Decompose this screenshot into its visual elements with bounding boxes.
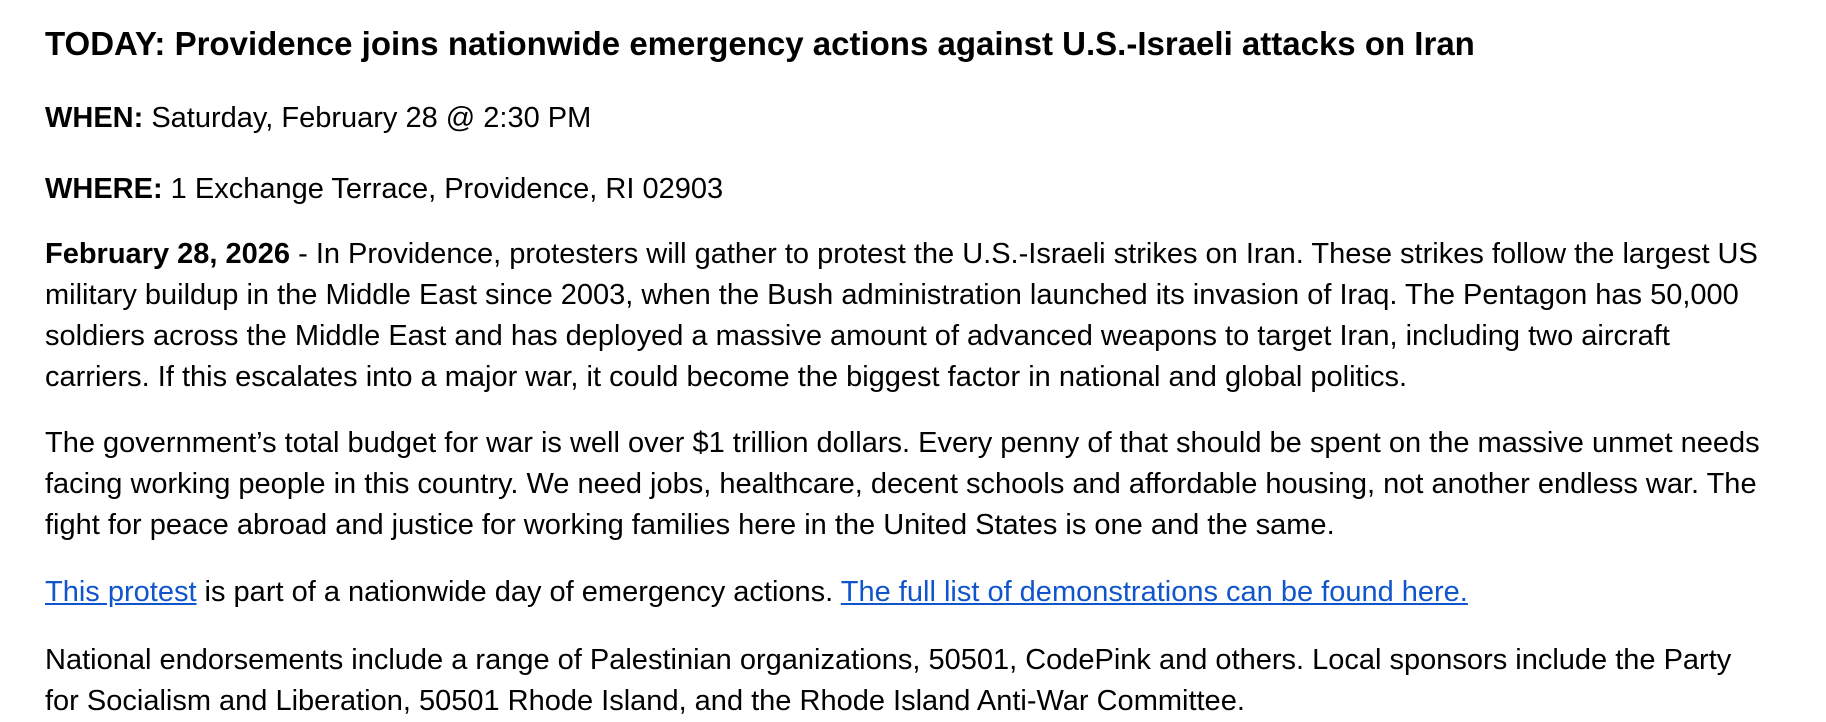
paragraph-line: fight for peace abroad and justice for working families here in the United States is one and the same. [45, 509, 1335, 541]
paragraph-links [45, 572, 1468, 613]
paragraph-intro [45, 234, 1758, 398]
where-line [45, 169, 723, 210]
links-middle-text: is part of a nationwide day of emergency actions. [196, 576, 841, 608]
paragraph-endorsements [45, 640, 1731, 722]
paragraph-line: military buildup in the Middle East since 2003, when the Bush administration launched its invasion of Iraq. The Pentagon has 50,000 [45, 279, 1739, 311]
where-value: 1 Exchange Terrace, Providence, RI 02903 [170, 173, 724, 205]
when-line [45, 98, 591, 139]
where-label: WHERE: [45, 173, 163, 205]
paragraph-line: facing working people in this country. We need jobs, healthcare, decent schools and affordable housing, not another endless war. The [45, 468, 1757, 500]
when-value: Saturday, February 28 @ 2:30 PM [151, 102, 592, 134]
dateline: February 28, 2026 [45, 238, 291, 270]
full-list-link[interactable]: The full list of demonstrations can be found here. [840, 576, 1468, 608]
paragraph-line: The government’s total budget for war is well over $1 trillion dollars. Every penny of that should be spent on the massive unmet needs [45, 427, 1760, 459]
paragraph-budget [45, 423, 1760, 546]
paragraph-line: for Socialism and Liberation, 50501 Rhode Island, and the Rhode Island Anti-War Committee. [45, 685, 1245, 717]
headline: TODAY: Providence joins nationwide emergency actions against U.S.-Israeli attacks on Iran [45, 25, 1475, 62]
paragraph-line: soldiers across the Middle East and has deployed a massive amount of advanced weapons to target Iran, including two aircraft [45, 320, 1670, 352]
paragraph-line [45, 234, 1758, 275]
paragraph-text: - In Providence, protesters will gather to protest the U.S.-Israeli strikes on Iran. These strikes follow the largest US [290, 238, 1758, 270]
paragraph-line: carriers. If this escalates into a major war, it could become the biggest factor in national and global politics. [45, 361, 1408, 393]
paragraph-line: National endorsements include a range of Palestinian organizations, 50501, CodePink and others. Local sponsors include the Party [45, 644, 1732, 676]
this-protest-link[interactable]: This protest [45, 576, 197, 608]
when-label: WHEN: [45, 102, 144, 134]
